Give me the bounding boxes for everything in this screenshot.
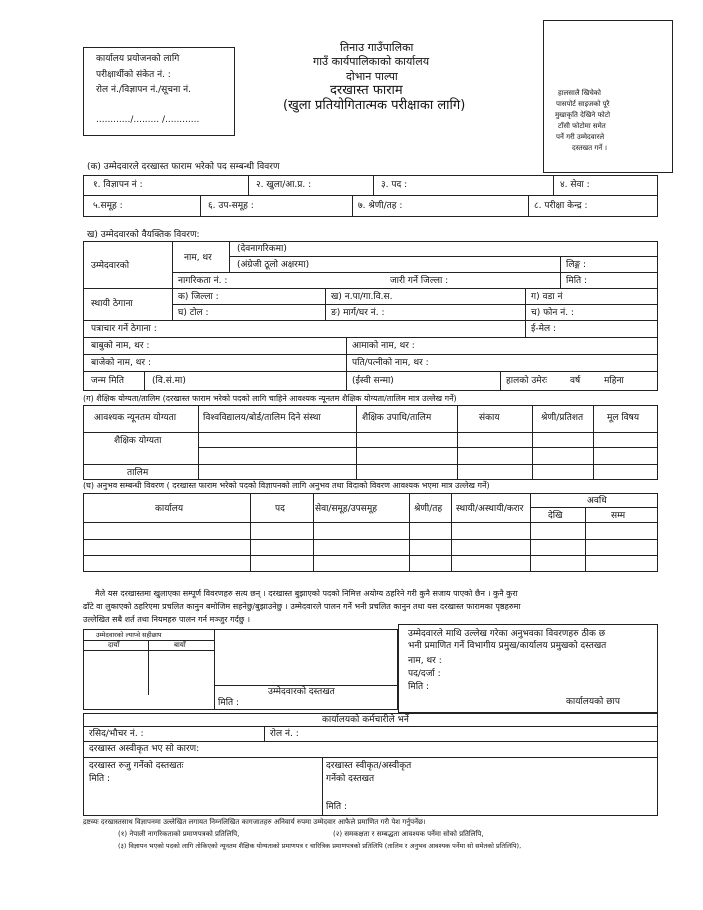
verify-name-field[interactable]: नाम, थर :	[408, 656, 442, 666]
photo-instruction-3: मुखाकृति देखिने फोटो	[555, 111, 611, 119]
exp-header-level: श्रेणी/तह	[414, 504, 443, 514]
issue-date-field[interactable]: मिति :	[566, 276, 588, 286]
mother-name-field[interactable]: आमाको नाम, थर :	[352, 341, 415, 351]
candidate-label: उम्मेदवारको	[91, 261, 130, 271]
roll-no-label: रोल नं./विज्ञापन नं./सूचना नं.	[96, 85, 191, 95]
name-devanagari-field[interactable]: (देवनागरिकमा)	[237, 244, 287, 254]
subgroup-field[interactable]: ६. उप-समूह :	[208, 201, 254, 211]
declaration-line1: मैले यस दरखास्तमा खुलाएका सम्पूर्ण विवरणहरु सत्य छन् । दरखास्त बुझाएको पदको निमित्त अयोग्य ठहरिने गरी कुनै सजाय पाएको छैन । कुनै कुरा	[95, 589, 518, 598]
grandfather-name-field[interactable]: बाजेको नाम, थर :	[91, 358, 152, 368]
exp-header-from: देखि	[548, 511, 563, 521]
rejection-reason-field[interactable]: दरखास्त अस्वीकृत भए सो कारण:	[89, 744, 200, 754]
verify-date-field[interactable]: मिति :	[408, 682, 430, 692]
office-name-line2: गाउँ कार्यपालिकाको कार्यालय	[313, 55, 430, 68]
advertisement-no-field[interactable]: १. विज्ञापन नं :	[93, 180, 143, 190]
verify-line2: भनी प्रमाणित गर्ने विभागीय प्रमुख/कार्यालय प्रमुखको दस्तखत	[408, 641, 607, 651]
dob-label: जन्म मिति	[91, 376, 124, 386]
section-ka-title: (क) उम्मेदवारले दरखास्त फाराम भरेको पद सम्बन्धी विवरण	[87, 162, 280, 172]
service-field[interactable]: ४. सेवा :	[560, 180, 590, 190]
exp-header-to: सम्म	[611, 511, 626, 521]
form-title: दरखास्त फाराम	[330, 83, 403, 98]
edu-header-division: श्रेणी/प्रतिशत	[541, 413, 584, 423]
ward-field[interactable]: ग) वडा नं	[531, 292, 563, 302]
municipality-field[interactable]: ख) न.पा/गा.वि.स.	[331, 292, 393, 302]
note-title: द्रष्टव्यः दरखास्तसाथ विज्ञापनमा उल्लेखित लगायत निम्नलिखित कागजातहरु अनिवार्य रुपमा उम्मेदवार आफैले प्रमाणित गरी पेश गर्नुपर्नेछ।	[83, 818, 426, 826]
staff-roll-no-field[interactable]: रोल नं. :	[270, 729, 299, 739]
staff-section-title: कार्यालयको कर्मचारीले भर्ने	[322, 715, 409, 725]
section-gha-title: (घ) अनुभव सम्बन्धी विवरण ( दरखास्त फाराम भरेको पदको विज्ञापनको लागि अनुभव तथा विदाको विवरण आवश्यक भएमा मात्र उल्लेख गर्ने)	[83, 481, 490, 490]
gender-field[interactable]: लिङ्ग :	[566, 260, 587, 270]
level-field[interactable]: ७. श्रेणी/तह :	[358, 201, 403, 211]
edu-header-institution: विश्वविद्यालय/बोर्ड/तालिम दिने संस्था	[203, 413, 321, 423]
approver-date-field[interactable]: मिति :	[326, 802, 348, 812]
note-item-2: (२) समकक्षता र सम्बद्धता आवश्यक पर्नेमा सोको प्रतिलिपि,	[333, 830, 484, 838]
exp-header-post: पद	[275, 504, 285, 514]
receipt-no-field[interactable]: रसिद/भौचर नं. :	[89, 729, 144, 739]
edu-row-qualification: शैक्षिक योग्यता	[114, 436, 162, 446]
form-subtitle: (खुला प्रतियोगितात्मक परीक्षाका लागि)	[283, 98, 466, 113]
approver-signature-line1: दरखास्त स्वीकृत/अस्वीकृत	[326, 761, 412, 771]
verifier-date-field[interactable]: मिति :	[89, 774, 111, 784]
approver-signature-line2: गर्नेको दस्तखत	[326, 774, 375, 784]
thumb-signature-block	[83, 629, 398, 710]
dob-bs-field[interactable]: (वि.सं.मा)	[152, 376, 186, 386]
photo-instruction-1: हालसालै खिचेको	[558, 89, 601, 97]
photo-instruction-2: पासपोर्ट साइजको पूरै	[556, 100, 610, 108]
signature-date-label[interactable]: मिति :	[218, 698, 240, 708]
photo-instruction-6: दस्तखत गर्ने ।	[572, 144, 608, 152]
citizenship-no-field[interactable]: नागरिकता नं. :	[178, 276, 228, 286]
exp-header-office: कार्यालय	[155, 504, 184, 514]
edu-header-faculty: संकाय	[479, 413, 500, 423]
thumb-right-label: दायाँ	[108, 641, 120, 649]
office-name-line1: तिनाउ गाउँपालिका	[340, 41, 414, 54]
edu-header-degree: शैक्षिक उपाधि/तालिम	[362, 413, 432, 423]
age-year-label: वर्ष	[570, 376, 581, 386]
phone-field[interactable]: च) फोन नं. :	[531, 308, 574, 318]
edu-header-min-qual: आवश्यक न्यूनतम योग्यता	[94, 413, 177, 423]
office-location: दोभान पाल्पा	[346, 70, 398, 83]
declaration-line3: उल्लेखित सबै शर्त तथा नियमहरु पालन गर्न मञ्जुर गर्दछु ।	[83, 615, 250, 624]
name-english-field[interactable]: (अंग्रेजी ठूलो अक्षरमा)	[237, 260, 310, 270]
exp-header-type: स्थायी/अस्थायी/करार	[456, 504, 524, 514]
spouse-name-field[interactable]: पति/पत्नीको नाम, थर :	[352, 358, 429, 368]
office-use-title: कार्यालय प्रयोजनको लागि	[96, 54, 180, 64]
open-internal-field[interactable]: २. खुला/आ.प्र. :	[256, 180, 312, 190]
verify-post-field[interactable]: पद/दर्जा :	[408, 669, 441, 679]
permanent-address-label: स्थायी ठेगाना	[91, 299, 133, 309]
name-surname-label: नाम, थर	[184, 253, 212, 263]
road-house-field[interactable]: ङ) मार्ग/घर नं. :	[331, 308, 385, 318]
photo-instruction-5: पर्ने गरी उम्मेदवारले	[556, 133, 605, 141]
symbol-no-label: परीक्षार्थीको संकेत नं. :	[96, 70, 171, 80]
section-ga-title: (ग) शैक्षिक योग्यता/तालिम (दरखास्त फाराम भरेको पदको लागि चाहिने आवश्यक न्यूनतम शैक्षिक योग्यता/तालिम मात्र उल्लेख गर्ने)	[83, 394, 457, 403]
declaration-line2: ढाँटे वा लुकाएको ठहरिएमा प्रचलित कानुन बमोजिम सहनेछु/बुझाउनेछु । उम्मेदवारले पालन गर्ने भनी प्रचलित कानुन तथा यस दरखास्त फारामका पृष्ठहरुमा	[83, 602, 521, 611]
email-field[interactable]: ई-मेल :	[531, 324, 557, 334]
edu-header-subject: मूल विषय	[607, 413, 640, 423]
candidate-signature-label: उम्मेदवारको दस्तखत	[268, 687, 335, 697]
edu-row-training: तालिम	[127, 468, 149, 478]
group-field[interactable]: ५.समूह :	[93, 201, 123, 211]
post-field[interactable]: ३. पद :	[381, 180, 408, 190]
issue-district-field[interactable]: जारी गर्ने जिल्ला :	[390, 276, 449, 286]
mailing-address-field[interactable]: पत्राचार गर्ने ठेगाना :	[91, 324, 157, 334]
verifier-signature-field[interactable]: दरखास्त रुजु गर्नेको दस्तखतः	[89, 761, 184, 771]
section-kha-title: ख) उम्मेदवारको वैयक्तिक विवरण:	[87, 230, 200, 240]
note-item-1: (१) नेपाली नागरिकताको प्रमाणपत्रको प्रतिलिपि,	[118, 830, 240, 838]
office-stamp-label: कार्यालयको छाप	[566, 697, 620, 707]
exam-center-field[interactable]: ८. परीक्षा केन्द्र :	[534, 201, 588, 211]
thumb-left-label: बायाँ	[174, 641, 186, 649]
verify-line1: उम्मेदवारले माथि उल्लेख गरेका अनुभवका विवरणहरु ठीक छ	[408, 629, 606, 639]
current-age-label: हालको उमेरः	[506, 376, 548, 386]
father-name-field[interactable]: बाबुको नाम, थर :	[91, 341, 150, 351]
roll-no-blanks: ............/......... /............	[96, 115, 200, 125]
exp-header-service: सेवा/समूह/उपसमूह	[315, 504, 378, 514]
exp-header-period: अवधि	[587, 496, 607, 506]
tole-field[interactable]: घ) टोल :	[178, 308, 209, 318]
dob-ad-field[interactable]: (ईस्वी सन्मा)	[352, 376, 394, 386]
age-month-label: महिना	[604, 376, 624, 386]
thumbprint-title: उम्मेदवारको ल्याप्चे सहीछाप	[96, 631, 162, 639]
district-field[interactable]: क) जिल्ला :	[178, 292, 219, 302]
note-item-3: (३) विज्ञापन भएको पदको लागि तोकिएको न्यूनतम शैक्षिक योग्यताको प्रमाणपत्र र चारित्रिक प्रमाणपत्रको प्रतिलिपि (तालिम र अनुभव आवश्यक पर्नेमा सो समेतको प्रतिलिपि),	[118, 842, 522, 850]
photo-instruction-4: टाँसी फोटोमा समेत	[558, 122, 606, 130]
